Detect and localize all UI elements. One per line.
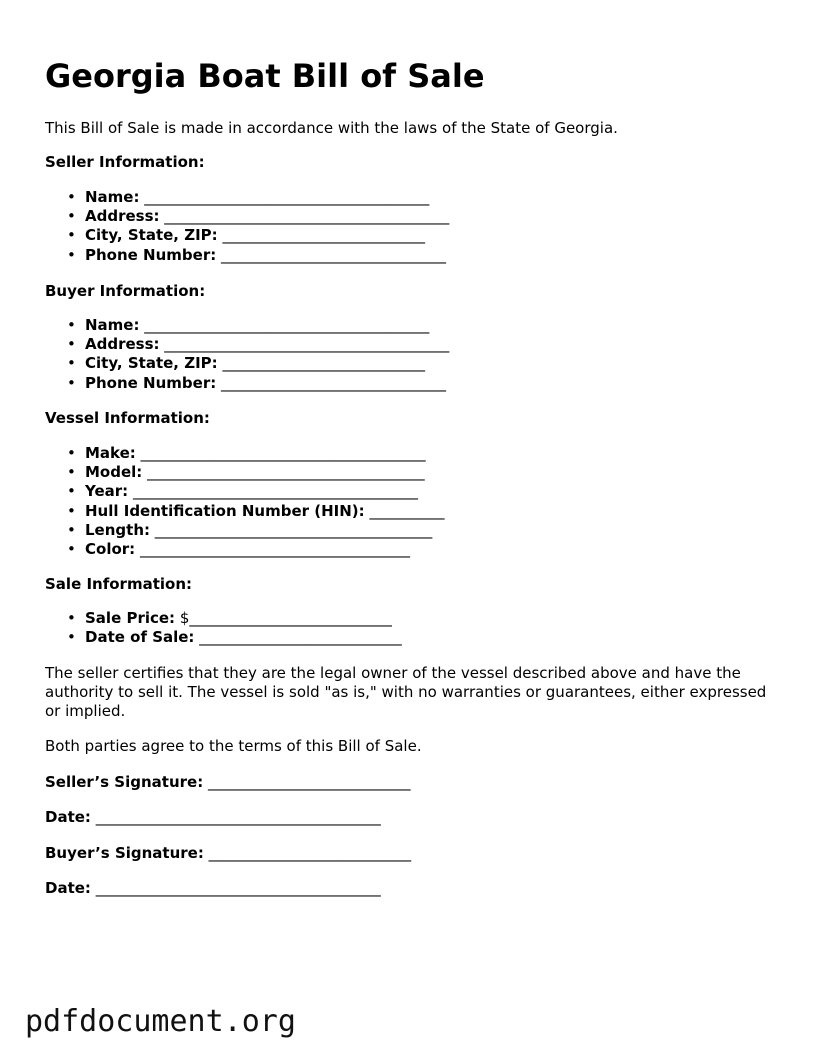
buyer-phone-item: [45, 374, 449, 393]
field-label: City, State, ZIP:: [85, 226, 218, 245]
field-label: Name:: [85, 316, 140, 334]
vessel-model-item: [45, 463, 444, 482]
seller-heading: Seller Information:: [45, 153, 205, 171]
field-label: Address:: [85, 207, 160, 226]
bullet-icon: •: [67, 316, 76, 334]
certification-text: The seller certifies that they are the legal owner of the vessel described above and have the authority to sell it. The vessel is sold "as is," with no warranties or guarantees, either expressed or implied.: [45, 664, 767, 721]
vessel-hin-item: [45, 502, 444, 521]
field-label: Phone Number:: [85, 373, 217, 392]
field-label: Year:: [85, 482, 129, 501]
seller-phone-field[interactable]: ______________________________: [221, 245, 447, 264]
bullet-icon: •: [67, 354, 76, 373]
bullet-icon: •: [67, 539, 76, 558]
buyer-address-item: [45, 335, 449, 354]
buyer-heading: Buyer Information:: [45, 282, 206, 300]
field-label: City, State, ZIP:: [85, 354, 218, 373]
buyer-date-field[interactable]: ______________________________________: [95, 879, 381, 897]
seller-date-line: [45, 807, 381, 827]
document-title: Georgia Boat Bill of Sale: [45, 57, 485, 95]
bullet-icon: •: [67, 463, 76, 482]
field-label: Phone Number:: [85, 245, 217, 264]
buyer-signature-field[interactable]: ___________________________: [208, 844, 412, 862]
bullet-icon: •: [67, 482, 76, 501]
sale-price-field[interactable]: $___________________________: [179, 609, 392, 627]
field-label: Model:: [85, 463, 143, 482]
bullet-icon: •: [67, 188, 76, 206]
field-label: Length:: [85, 520, 150, 539]
field-label: Make:: [85, 444, 136, 462]
seller-name-item: [45, 188, 449, 207]
seller-city-field[interactable]: ___________________________: [222, 226, 425, 245]
seller-signature-line: [45, 772, 411, 792]
vessel-make-item: [45, 444, 444, 463]
buyer-phone-field[interactable]: ______________________________: [221, 373, 447, 392]
site-watermark: pdfdocument.org: [25, 1004, 296, 1039]
buyer-date-line: [45, 878, 381, 898]
seller-address-field[interactable]: ______________________________________: [164, 207, 450, 226]
seller-signature-label: Seller’s Signature:: [45, 773, 204, 791]
intro-text: This Bill of Sale is made in accordance with the laws of the State of Georgia.: [45, 119, 618, 137]
buyer-address-field[interactable]: ______________________________________: [164, 335, 450, 354]
vessel-length-field[interactable]: _____________________________________: [154, 520, 433, 539]
vessel-make-field[interactable]: ______________________________________: [140, 444, 426, 462]
field-label: Name:: [85, 188, 140, 206]
seller-signature-field[interactable]: ___________________________: [208, 773, 411, 791]
bullet-icon: •: [67, 373, 76, 392]
field-label: Sale Price:: [85, 609, 176, 627]
bullet-icon: •: [67, 520, 76, 539]
bullet-icon: •: [67, 609, 76, 627]
buyer-date-label: Date:: [45, 879, 91, 897]
bullet-icon: •: [67, 207, 76, 226]
buyer-name-field[interactable]: ______________________________________: [144, 316, 430, 334]
vessel-length-item: [45, 521, 444, 540]
buyer-fields: [45, 316, 449, 393]
seller-fields: [45, 188, 449, 265]
vessel-year-item: [45, 482, 444, 501]
buyer-signature-line: [45, 843, 411, 863]
vessel-hin-field[interactable]: __________: [369, 501, 445, 520]
seller-phone-item: [45, 246, 449, 265]
seller-name-field[interactable]: ______________________________________: [144, 188, 430, 206]
field-label: Color:: [85, 539, 136, 558]
bullet-icon: •: [67, 444, 76, 462]
seller-date-field[interactable]: ______________________________________: [95, 808, 381, 826]
field-label: Address:: [85, 335, 160, 354]
field-label: Date of Sale:: [85, 628, 195, 647]
sale-date-field[interactable]: ___________________________: [199, 628, 402, 647]
vessel-color-item: [45, 540, 444, 559]
agreement-text: Both parties agree to the terms of this Bill of Sale.: [45, 737, 422, 755]
seller-city-item: [45, 226, 449, 245]
vessel-heading: Vessel Information:: [45, 409, 210, 427]
seller-address-item: [45, 207, 449, 226]
vessel-year-field[interactable]: ______________________________________: [132, 482, 418, 501]
sale-price-item: [45, 609, 402, 628]
buyer-city-item: [45, 354, 449, 373]
bullet-icon: •: [67, 628, 76, 647]
bullet-icon: •: [67, 245, 76, 264]
sale-heading: Sale Information:: [45, 575, 192, 593]
buyer-signature-label: Buyer’s Signature:: [45, 844, 204, 862]
buyer-city-field[interactable]: ___________________________: [222, 354, 425, 373]
sale-fields: [45, 609, 402, 647]
field-label: Hull Identification Number (HIN):: [85, 501, 365, 520]
bullet-icon: •: [67, 335, 76, 354]
bullet-icon: •: [67, 501, 76, 520]
sale-date-item: [45, 628, 402, 647]
buyer-name-item: [45, 316, 449, 335]
vessel-color-field[interactable]: ____________________________________: [139, 539, 410, 558]
vessel-model-field[interactable]: _____________________________________: [147, 463, 425, 482]
vessel-fields: [45, 444, 444, 559]
bullet-icon: •: [67, 226, 76, 245]
seller-date-label: Date:: [45, 808, 91, 826]
